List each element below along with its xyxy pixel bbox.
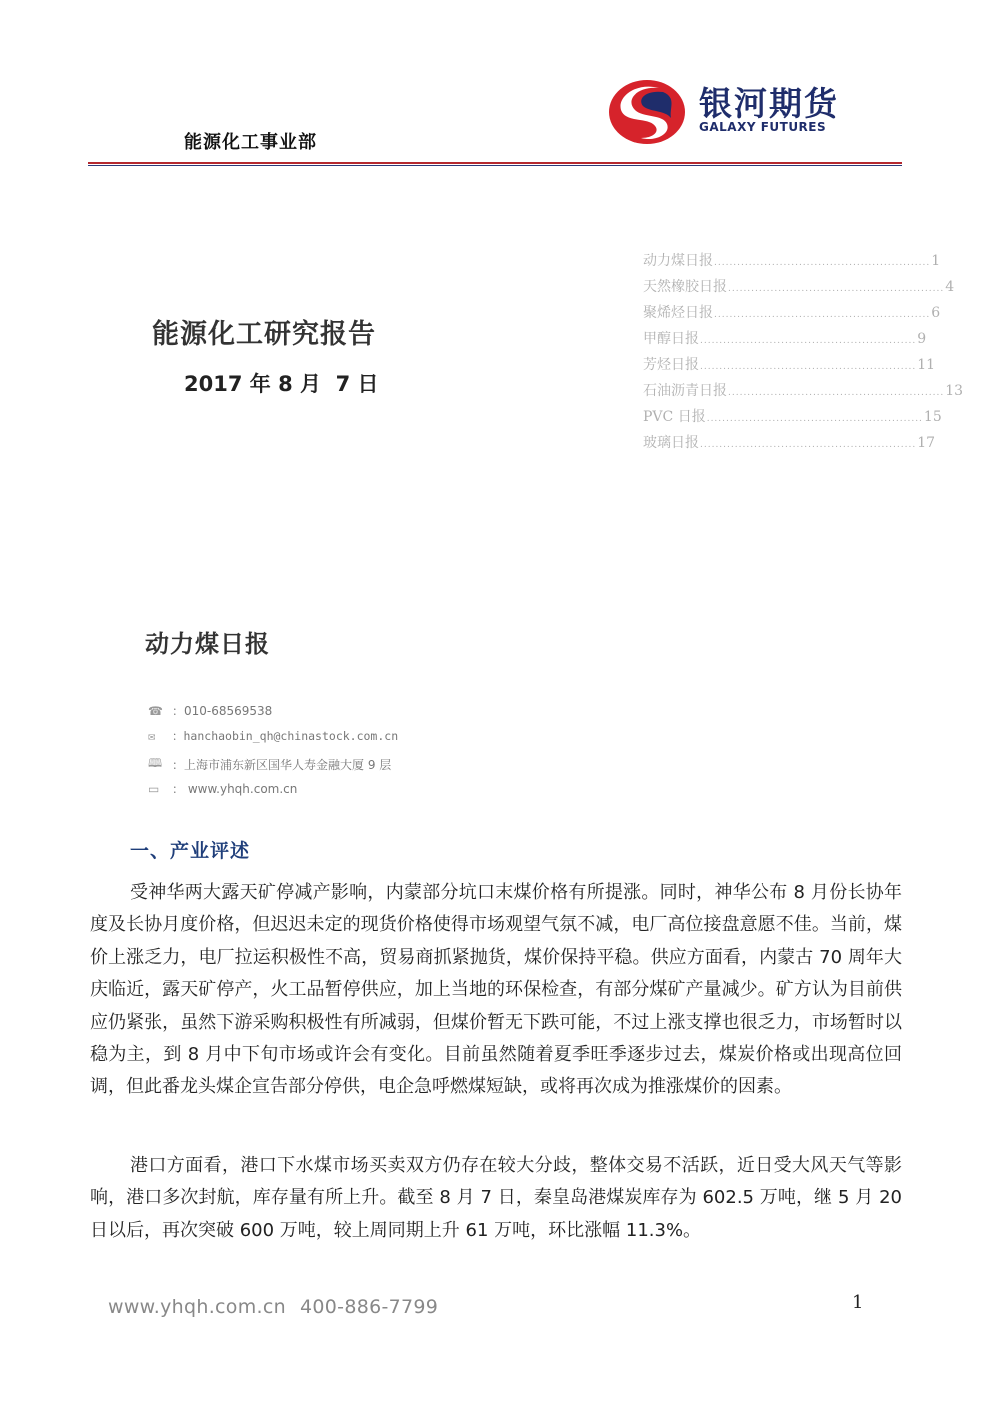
website-icon: ▭ — [148, 781, 160, 796]
toc-item-natural-rubber[interactable] — [643, 276, 955, 302]
toc-dot-leader: ........................................................ — [714, 310, 931, 320]
header-rule-blue — [88, 165, 902, 166]
toc-dot-leader: ........................................................ — [728, 284, 945, 294]
toc-dot-leader: ........................................................ — [706, 414, 923, 424]
logo-name-en: GALAXY FUTURES — [699, 120, 827, 134]
contact-website-text[interactable]: ： www.yhqh.com.cn — [172, 782, 298, 796]
phone-icon: ☎ — [148, 703, 163, 718]
toc-item-pvc[interactable] — [643, 406, 942, 432]
toc-dot-leader: ........................................................ — [700, 440, 917, 450]
toc-page: 13 — [945, 383, 964, 399]
contact-website — [148, 780, 548, 797]
contact-phone-text: ：010-68569538 — [172, 704, 273, 718]
mail-icon: ✉ — [148, 729, 156, 743]
toc-label: 石油沥青日报 — [643, 383, 727, 399]
toc-page: 9 — [917, 331, 927, 347]
address-icon: 🕮 — [148, 756, 163, 770]
industry-review-heading: 一、产业评述 — [130, 840, 251, 862]
contact-phone — [148, 702, 548, 719]
toc-dot-leader: ........................................................ — [700, 362, 917, 372]
section-title: 动力煤日报 — [145, 630, 270, 658]
toc-item-asphalt[interactable] — [643, 380, 964, 406]
toc-item-glass[interactable] — [643, 432, 936, 458]
galaxy-swirl-logo-icon — [607, 78, 691, 146]
header-rule-red — [88, 162, 902, 164]
logo-name-cn: 银河期货 — [699, 84, 839, 123]
toc-item-aromatics[interactable] — [643, 354, 936, 380]
contact-address-text: ：上海市浦东新区国华人寿金融大厦 9 层 — [172, 758, 392, 772]
report-date: 2017 年 8 月 7 日 — [184, 372, 379, 396]
contact-email — [148, 728, 548, 744]
toc-page: 11 — [917, 357, 936, 373]
report-title: 能源化工研究报告 — [152, 319, 376, 350]
toc-item-thermal-coal[interactable] — [643, 250, 941, 276]
toc-page: 17 — [917, 435, 936, 451]
toc-label: 动力煤日报 — [643, 253, 713, 269]
toc-label: 甲醇日报 — [643, 331, 699, 347]
department-label: 能源化工事业部 — [184, 132, 317, 153]
toc-dot-leader: ........................................................ — [714, 258, 931, 268]
toc-dot-leader: ........................................................ — [728, 388, 945, 398]
toc-item-methanol[interactable] — [643, 328, 927, 354]
galaxy-futures-logo — [607, 78, 847, 148]
table-of-contents — [643, 250, 964, 458]
page-number: 1 — [852, 1292, 864, 1313]
toc-page: 4 — [945, 279, 955, 295]
paragraph: 受神华两大露天矿停减产影响，内蒙部分坑口末煤价格有所提涨。同时，神华公布 8 月份长协年度及长协月度价格，但迟迟未定的现货价格使得市场观望气氛不减，电厂高位接盘意愿不佳。当前，煤价上涨乏力，电厂拉运积极性不高，贸易商抓紧抛货，煤价保持平稳。供应方面看，内蒙古 70 周年大庆临近，露天矿停产，火工品暂停供应，加上当地的环保检查，有部分煤矿产量减少。矿方认为目前供应仍紧张，虽然下游采购积极性有所减弱，但煤价暂无下跌可能，不过上涨支撑也很乏力，市场暂时以稳为主，到 8 月中下旬市场或许会有变化。目前虽然随着夏季旺季逐步过去，煤炭价格或出现高位回调，但此番龙头煤企宣告部分停供，电企急呼燃煤短缺，或将再次成为推涨煤价的因素。 — [90, 882, 902, 1098]
toc-label: 芳烃日报 — [643, 357, 699, 373]
paragraph: 港口方面看，港口下水煤市场买卖双方仍存在较大分歧，整体交易不活跃，近日受大风天气等影响，港口多次封航，库存量有所上升。截至 8 月 7 日，秦皇岛港煤炭库存为 602.5 万吨，继 5 月 20 日以后，再次突破 600 万吨，较上周同期上升 61 万吨，环比涨幅 11.3%。 — [90, 1155, 902, 1241]
toc-page: 1 — [931, 253, 941, 269]
footer-website[interactable]: www.yhqh.com.cn — [108, 1296, 286, 1318]
toc-page: 15 — [923, 409, 942, 425]
toc-label: PVC 日报 — [643, 409, 706, 425]
toc-item-polyolefin[interactable] — [643, 302, 941, 328]
toc-label: 玻璃日报 — [643, 435, 699, 451]
contact-address — [148, 754, 548, 775]
toc-page: 6 — [931, 305, 941, 321]
contact-email-text[interactable]: ：hanchaobin_qh@chinastock.com.cn — [172, 729, 399, 743]
toc-label: 天然橡胶日报 — [643, 279, 727, 295]
toc-label: 聚烯烃日报 — [643, 305, 713, 321]
toc-dot-leader: ........................................................ — [700, 336, 917, 346]
footer-phone: 400-886-7799 — [300, 1296, 439, 1318]
